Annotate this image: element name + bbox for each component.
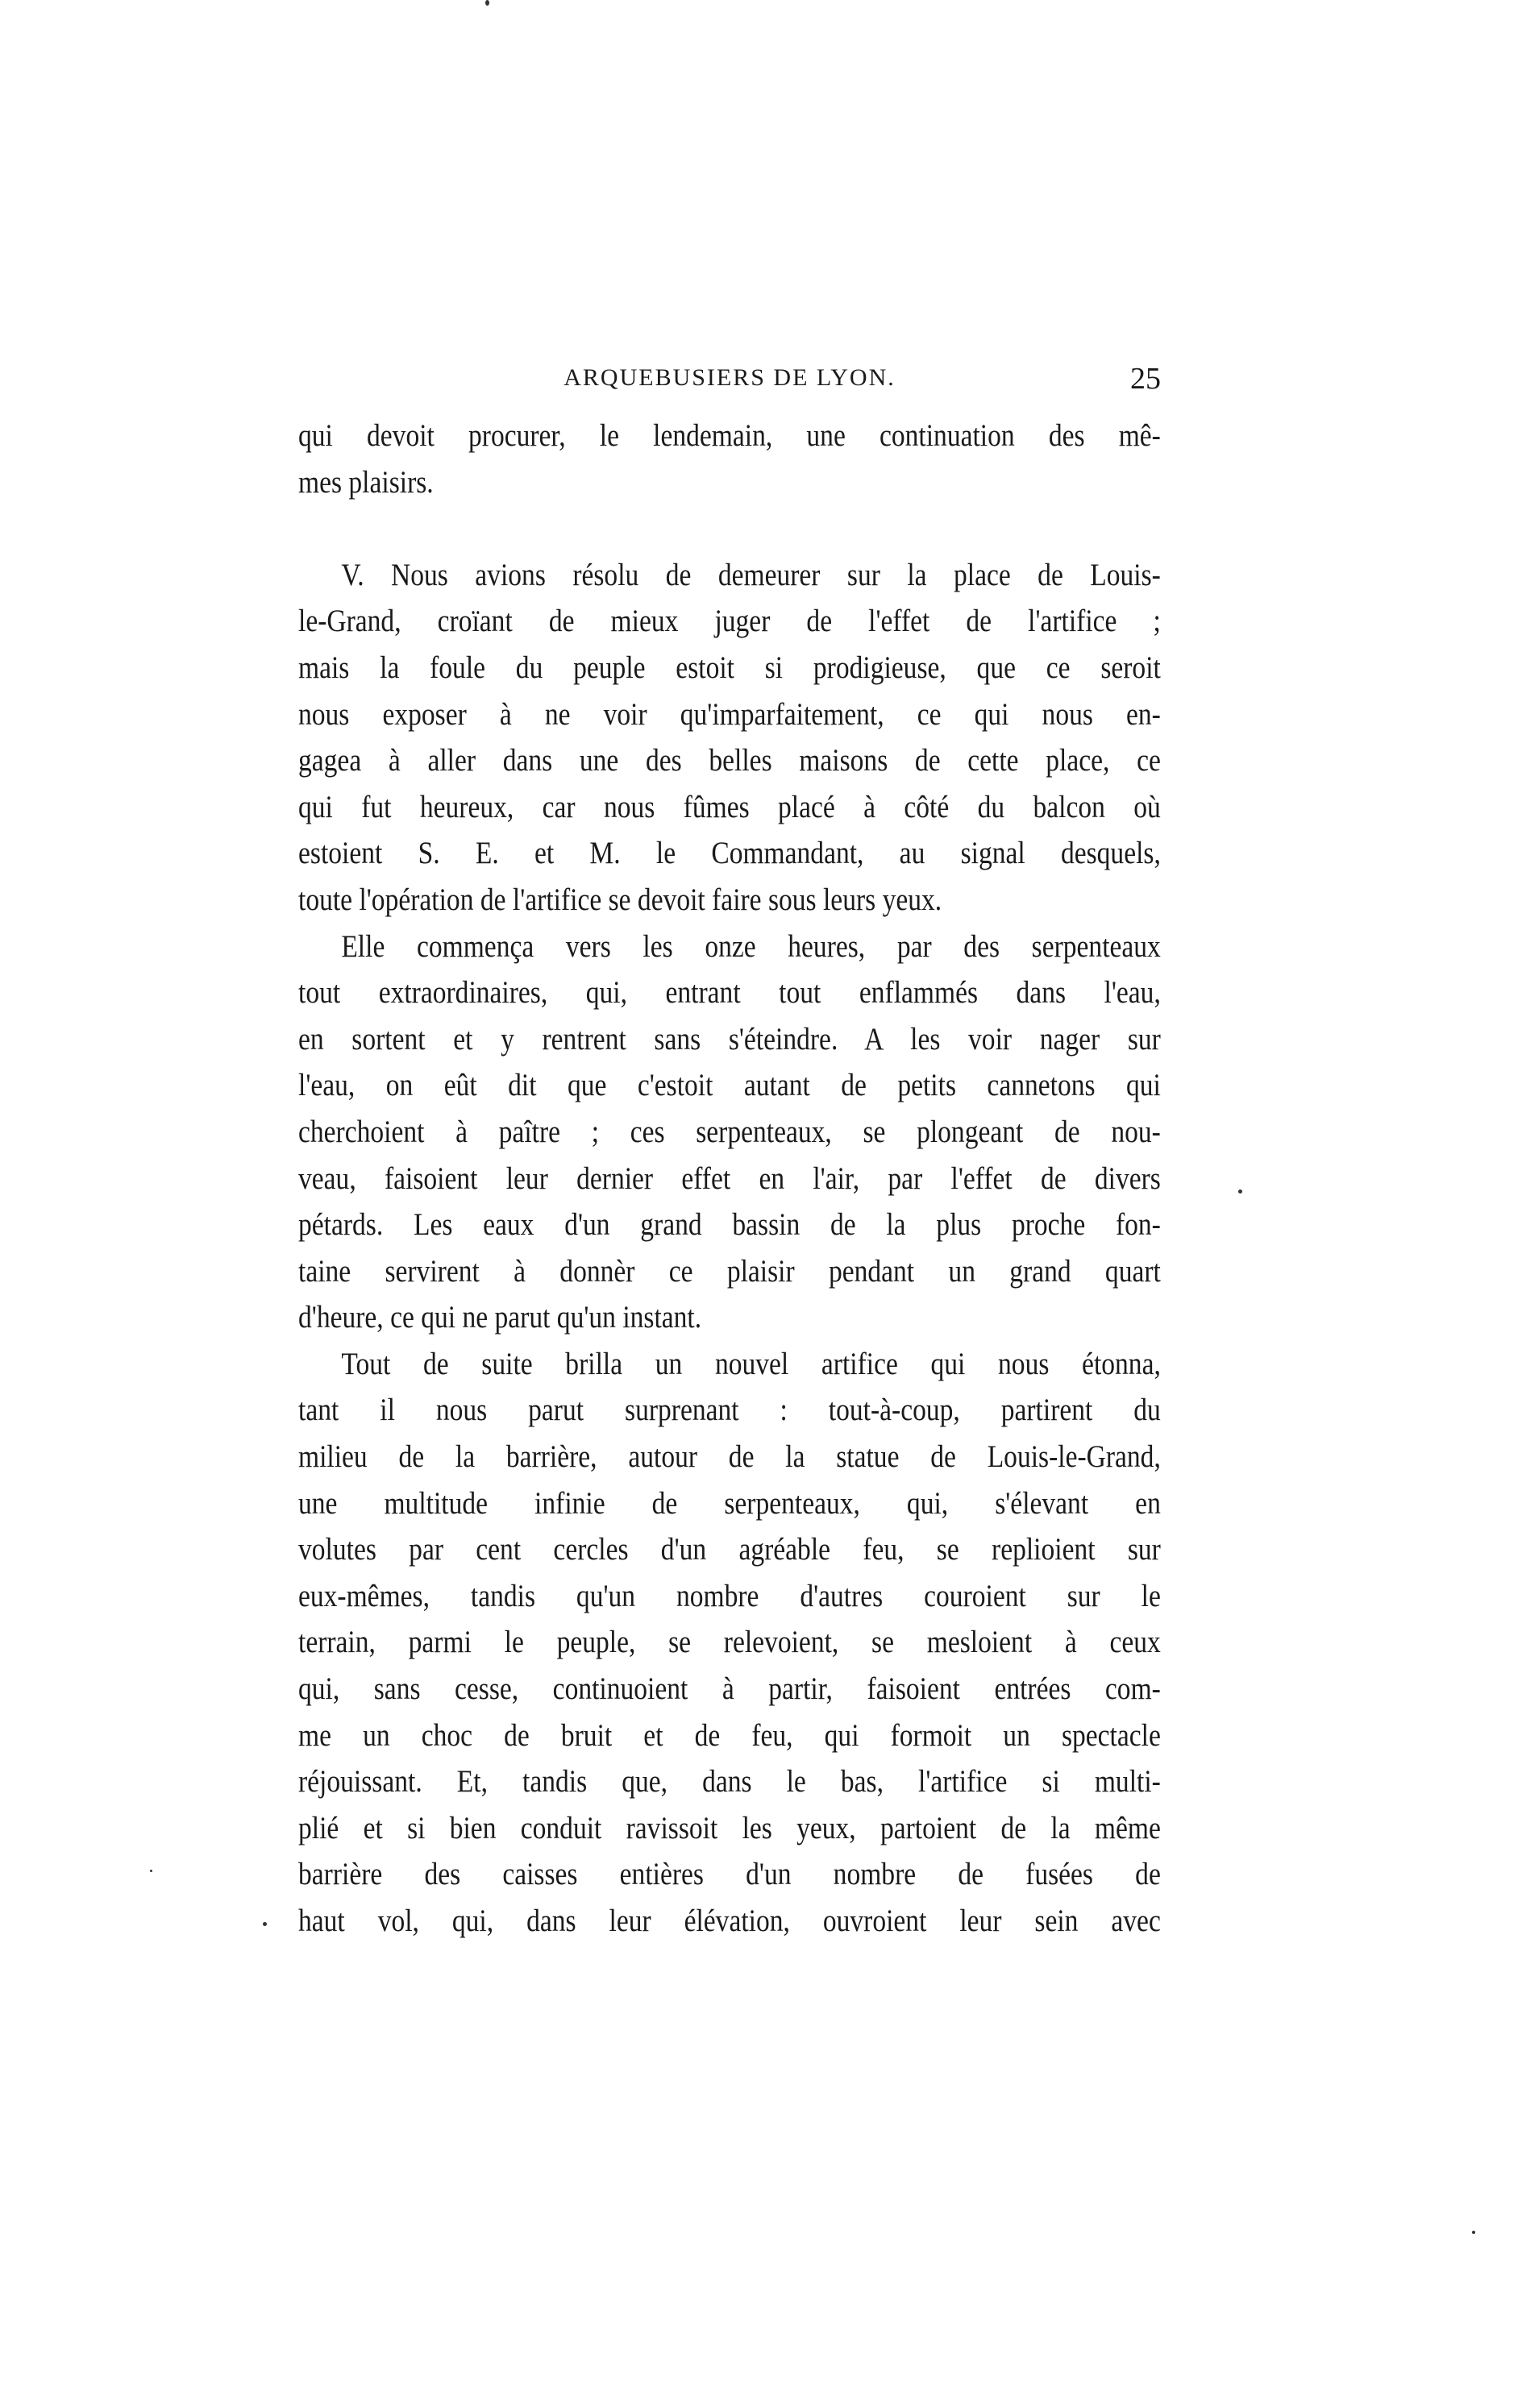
text-line: mes plaisirs. bbox=[298, 464, 434, 500]
text-line: V. Nous avions résolu de demeurer sur la place de Louis- bbox=[341, 557, 1161, 592]
text-line: gagea à aller dans une des belles maisons de cette place, ce bbox=[298, 743, 1161, 778]
text-line: qui devoit procurer, le lendemain, une continuation des mê- bbox=[298, 418, 1161, 453]
text-line: Elle commença vers les onze heures, par des serpenteaux bbox=[341, 928, 1161, 964]
text-line: d'heure, ce qui ne parut qu'un instant. bbox=[298, 1300, 702, 1335]
text-line: plié et si bien conduit ravissoit les yeux, partoient de la même bbox=[298, 1810, 1161, 1845]
paragraph-serpenteaux bbox=[298, 924, 1161, 1341]
text-line: une multitude infinie de serpenteaux, qui, s'élevant en bbox=[298, 1485, 1161, 1521]
scan-speck bbox=[263, 1922, 267, 1926]
text-line: cherchoient à paître ; ces serpenteaux, se plongeant de nou- bbox=[298, 1114, 1161, 1149]
text-line: le-Grand, croïant de mieux juger de l'effet de l'artifice ; bbox=[298, 604, 1161, 639]
text-line: toute l'opération de l'artifice se devoit faire sous leurs yeux. bbox=[298, 882, 942, 917]
text-line: réjouissant. Et, tandis que, dans le bas, l'artifice si multi- bbox=[298, 1764, 1161, 1800]
running-head bbox=[298, 361, 1161, 401]
text-line: qui, sans cesse, continuoient à partir, faisoient entrées com- bbox=[298, 1671, 1161, 1707]
text-line: qui fut heureux, car nous fûmes placé à côté du balcon où bbox=[298, 789, 1161, 824]
text-line: tout extraordinaires, qui, entrant tout enflammés dans l'eau, bbox=[298, 975, 1161, 1011]
text-line: eux-mêmes, tandis qu'un nombre d'autres couroient sur le bbox=[298, 1578, 1161, 1613]
text-line: veau, faisoient leur dernier effet en l'air, par l'effet de divers bbox=[298, 1160, 1161, 1196]
text-line: tant il nous parut surprenant : tout-à-coup, partirent du bbox=[298, 1393, 1161, 1428]
text-line: pétards. Les eaux d'un grand bassin de la plus proche fon- bbox=[298, 1207, 1161, 1243]
text-line: taine servirent à donnèr ce plaisir pendant un grand quart bbox=[298, 1253, 1161, 1289]
text-line: nous exposer à ne voir qu'imparfaitement, ce qui nous en- bbox=[298, 696, 1161, 732]
scan-speck bbox=[1472, 2231, 1475, 2234]
page-number: 25 bbox=[1130, 362, 1161, 396]
text-line: estoient S. E. et M. le Commandant, au signal desquels, bbox=[298, 836, 1161, 871]
text-line: milieu de la barrière, autour de la statue de Louis-le-Grand, bbox=[298, 1439, 1161, 1475]
scan-speck bbox=[485, 0, 489, 6]
paragraph-continuation bbox=[298, 413, 1161, 505]
body-text bbox=[298, 413, 1161, 1945]
text-line: en sortent et y rentrent sans s'éteindre. A les voir nager sur bbox=[298, 1021, 1161, 1057]
text-line: me un choc de bruit et de feu, qui formoit un spectacle bbox=[298, 1717, 1161, 1753]
paragraph-nouvel-artifice bbox=[298, 1341, 1161, 1945]
text-line: volutes par cent cercles d'un agréable feu, se replioient sur bbox=[298, 1532, 1161, 1567]
text-line: haut vol, qui, dans leur élévation, ouvroient leur sein avec bbox=[298, 1904, 1161, 1938]
scan-speck bbox=[1238, 1189, 1242, 1194]
body-text-inner bbox=[298, 413, 1161, 1945]
text-line: terrain, parmi le peuple, se relevoient, se mesloient à ceux bbox=[298, 1625, 1161, 1660]
scan-speck bbox=[150, 1870, 152, 1872]
text-line: l'eau, on eût dit que c'estoit autant de petits cannetons qui bbox=[298, 1068, 1161, 1103]
text-line: mais la foule du peuple estoit si prodigieuse, que ce seroit bbox=[298, 650, 1161, 685]
paragraph-section-v bbox=[298, 552, 1161, 924]
text-line: barrière des caisses entières d'un nombre de fusées de bbox=[298, 1857, 1161, 1892]
running-title: ARQUEBUSIERS DE LYON. bbox=[563, 364, 896, 391]
text-line: Tout de suite brilla un nouvel artifice qui nous étonna, bbox=[341, 1346, 1161, 1381]
